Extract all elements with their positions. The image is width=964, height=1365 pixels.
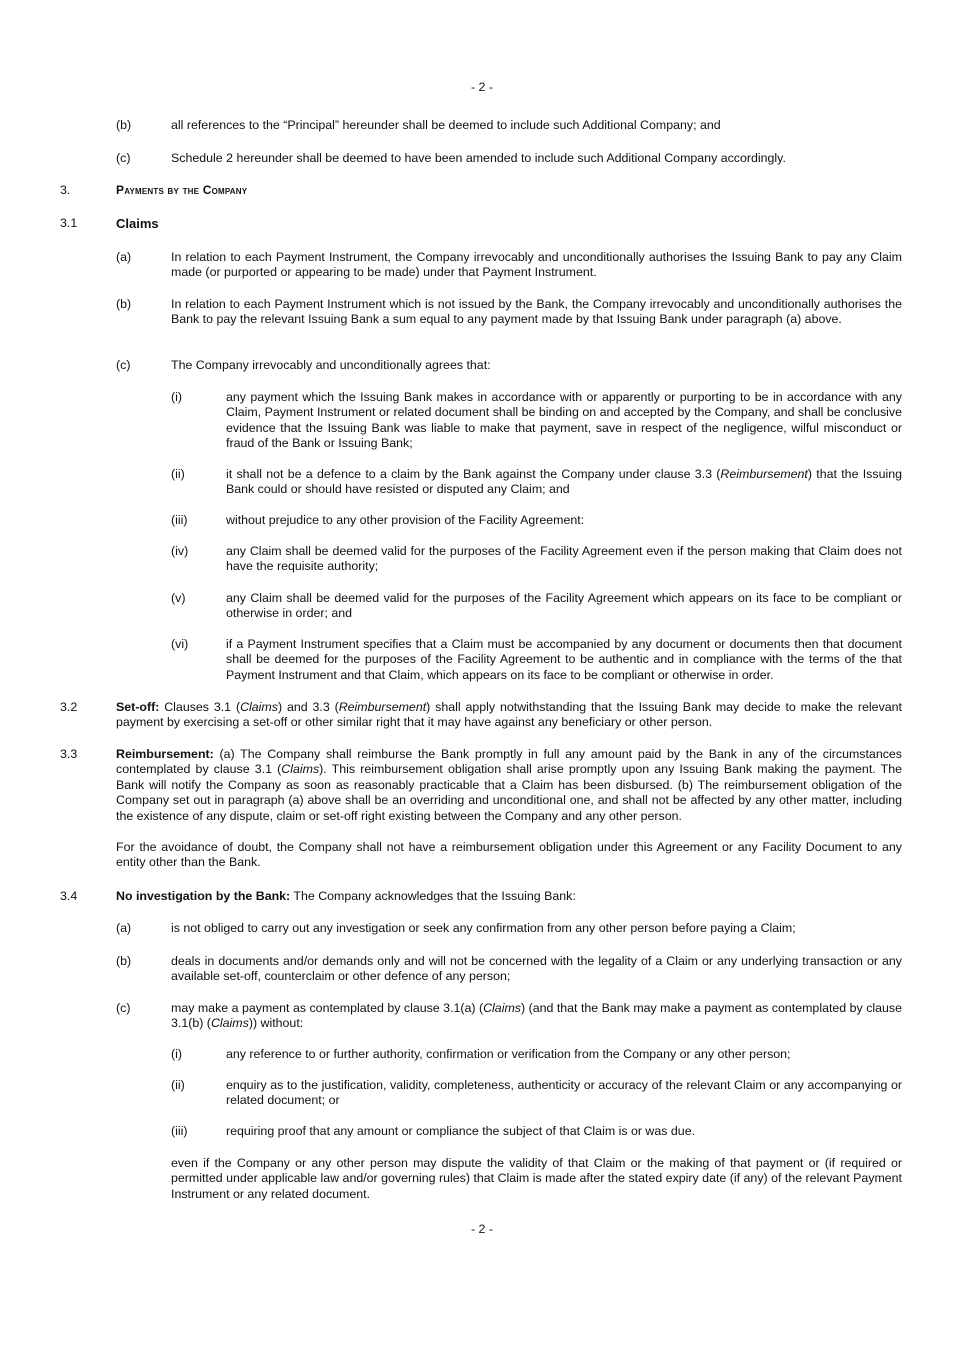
- clause-3-1-c-ii-text: it shall not be a defence to a claim by the Bank against the Company under clause 3.3 (Reimbursement) that the Issuing Bank could or should have resisted or disputed any Claim; and: [226, 467, 902, 497]
- clause-3-1-c-iv-label: (iv): [171, 544, 189, 558]
- intro-b-label: (b): [116, 118, 132, 132]
- clause-3-1-b-text: In relation to each Payment Instrument which is not issued by the Bank, the Company irrevocably and unconditionally authorises the Bank to pay the relevant Issuing Bank a sum equal to any payment made by that Issuing Bank under paragraph (a) above.: [171, 297, 902, 327]
- page-number-footer: - 2 -: [470, 1222, 494, 1236]
- clause-3-1-c-v-label: (v): [171, 591, 186, 605]
- clause-3-4-c-ii-label: (ii): [171, 1078, 185, 1092]
- clause-3-1-c-v-text: any Claim shall be deemed valid for the purposes of the Facility Agreement which appears on its face to be compliant or otherwise in order; and: [226, 591, 902, 621]
- clause-3-4-c-i-label: (i): [171, 1047, 183, 1061]
- clause-3-1-title: Claims: [116, 216, 159, 231]
- intro-b-text: all references to the “Principal” hereunder shall be deemed to include such Additional Company; and: [171, 118, 721, 132]
- clause-3-4-c-label: (c): [116, 1001, 131, 1015]
- intro-c-label: (c): [116, 151, 131, 165]
- clause-3-1-c-iii-label: (iii): [171, 513, 188, 527]
- clause-3-3-number: 3.3: [60, 747, 78, 761]
- clause-3-4-b-text: deals in documents and/or demands only and will not be concerned with the legality of a Claim or any underlying transaction or any available set-off, counterclaim or other defence of any person;: [171, 954, 902, 984]
- clause-3-1-a-label: (a): [116, 250, 132, 264]
- clause-3-3-text: Reimbursement: (a) The Company shall reimburse the Bank promptly in full any amount paid by the Bank in any of the circumstances contemplated by clause 3.1 (Claims). This reimbursement obligation shall arise promptly upon any Issuing Bank making the payment. The Bank will notify the Company as soon as reasonably practicable that a Claim has been disbursed. (b) The reimbursement obligation of the Company set out in paragraph (a) above shall be an overriding and unconditional one, and shall not be affected by any other matter, including the existence of any dispute, claim or set-off right existing between the Company and any other person.: [116, 747, 902, 823]
- clause-3-3-title: Reimbursement:: [116, 747, 214, 761]
- section-3-number: 3.: [60, 183, 71, 197]
- clause-3-3-paragraph-2: For the avoidance of doubt, the Company shall not have a reimbursement obligation under this Agreement or any Facility Document to any entity other than the Bank.: [116, 840, 902, 870]
- clause-3-1-c-iii-text: without prejudice to any other provision of the Facility Agreement:: [226, 513, 585, 527]
- clause-3-1-c-i-text: any payment which the Issuing Bank makes in accordance with or apparently or purporting to be in accordance with any Claim, Payment Instrument or related document shall be binding on and accepted by the Company, and shall be conclusive evidence that the Issuing Bank was liable to make that payment, save in respect of the negligence, wilful misconduct or fraud of the Bank or Issuing Bank;: [226, 390, 902, 451]
- clause-3-4-title: No investigation by the Bank:: [116, 889, 291, 903]
- clause-3-1-c-i-label: (i): [171, 390, 183, 404]
- clause-3-4-c-i-text: any reference to or further authority, confirmation or verification from the Company or any other person;: [226, 1047, 791, 1061]
- clause-3-4-lead: No investigation by the Bank: The Company acknowledges that the Issuing Bank:: [116, 889, 576, 903]
- clause-3-2-text: Set-off: Clauses 3.1 (Claims) and 3.3 (Reimbursement) shall apply notwithstanding that the Issuing Bank may decide to make the relevant payment by exercising a set-off or other similar right that it may have against any beneficiary or other person.: [116, 700, 902, 730]
- clause-3-1-c-iv-text: any Claim shall be deemed valid for the purposes of the Facility Agreement even if the person making that Claim does not have the requisite authority;: [226, 544, 902, 574]
- clause-3-4-a-label: (a): [116, 921, 132, 935]
- clause-3-1-c-label: (c): [116, 358, 131, 372]
- clause-3-4-c-iii-text: requiring proof that any amount or compliance the subject of that Claim is or was due.: [226, 1124, 696, 1138]
- clause-3-1-c-vi-text: if a Payment Instrument specifies that a Claim must be accompanied by any document or documents then that document shall be deemed for the purposes of the Facility Agreement to be authentic and in compliance with the terms of the that Payment Instrument and that Claim, which appears on its face to be compliant or otherwise in order.: [226, 637, 902, 682]
- clause-3-4-number: 3.4: [60, 889, 78, 903]
- clause-3-1-c-vi-label: (vi): [171, 637, 189, 651]
- intro-c-text: Schedule 2 hereunder shall be deemed to have been amended to include such Additional Company accordingly.: [171, 151, 786, 165]
- clause-3-4-a-text: is not obliged to carry out any investigation or seek any confirmation from any other person before paying a Claim;: [171, 921, 796, 935]
- clause-3-1-c-ii-label: (ii): [171, 467, 185, 481]
- clause-3-4-c-ii-text: enquiry as to the justification, validity, completeness, authenticity or accuracy of the relevant Claim or any accompanying or related document; or: [226, 1078, 902, 1108]
- clause-3-1-a-text: In relation to each Payment Instrument, the Company irrevocably and unconditionally authorises the Issuing Bank to pay any Claim made (or purported or appearing to be made) under that Payment Instrument.: [171, 250, 902, 280]
- section-3-title: Payments by the Company: [116, 183, 248, 197]
- clause-3-2-number: 3.2: [60, 700, 78, 714]
- clause-3-4-c-text: may make a payment as contemplated by clause 3.1(a) (Claims) (and that the Bank may make a payment as contemplated by clause 3.1(b) (Claims)) without:: [171, 1001, 903, 1031]
- clause-3-2-title: Set-off:: [116, 700, 160, 714]
- clause-3-1-b-label: (b): [116, 297, 132, 311]
- clause-3-1-c-text: The Company irrevocably and unconditionally agrees that:: [171, 358, 491, 372]
- clause-3-4-b-label: (b): [116, 954, 132, 968]
- clause-3-4-c-iii-label: (iii): [171, 1124, 188, 1138]
- clause-3-1-number: 3.1: [60, 216, 78, 230]
- clause-3-4-closing: even if the Company or any other person may dispute the validity of that Claim or the making of that payment or (if required or permitted under applicable law and/or governing rules) that Claim is made after the stated expiry date (if any) of the relevant Payment Instrument or any related document.: [171, 1156, 902, 1201]
- page-number-header: - 2 -: [470, 80, 494, 94]
